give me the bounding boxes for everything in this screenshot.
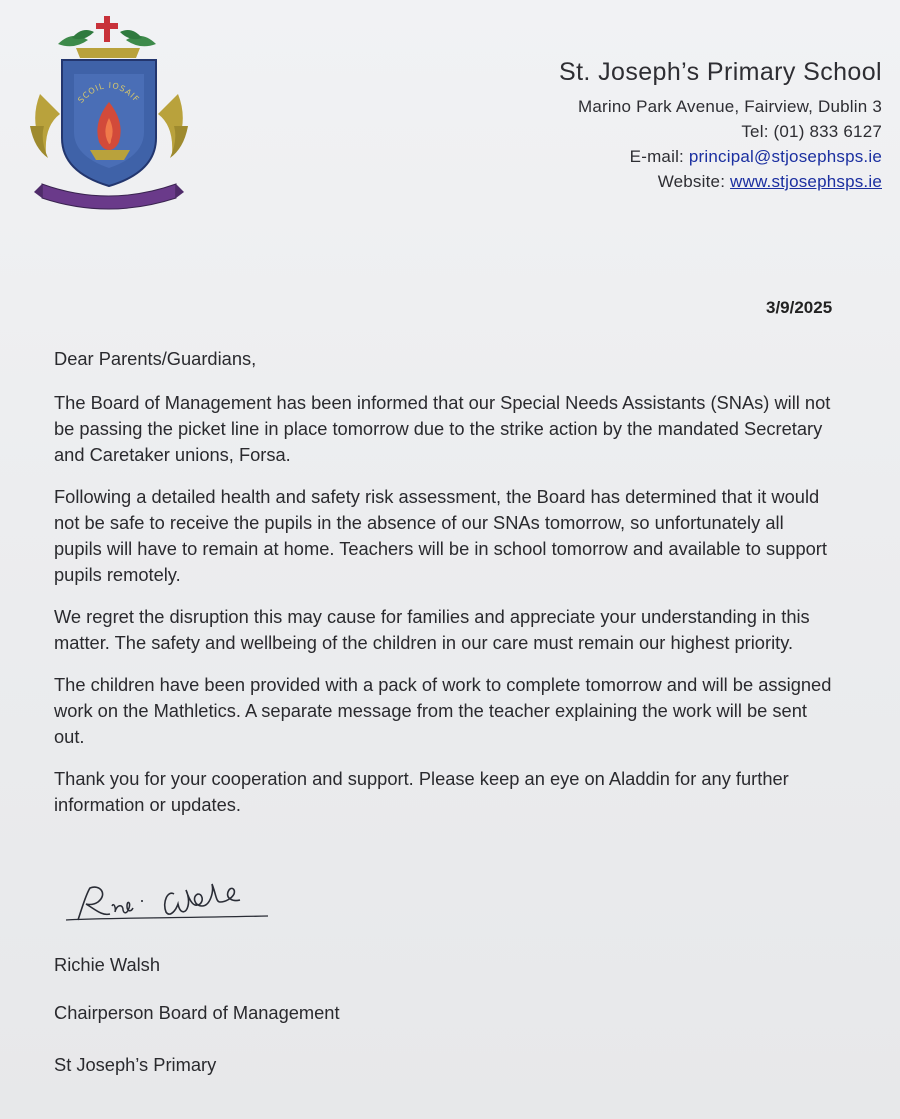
handwritten-signature: [56, 880, 276, 928]
paragraph-line: not be safe to receive the pupils in the absence of our SNAs tomorrow, so unfortunately all: [54, 512, 784, 533]
paragraph-apology: [54, 604, 900, 656]
paragraph-line: The Board of Management has been informed that our Special Needs Assistants (SNAs) will not: [54, 392, 831, 413]
paragraph-line: matter. The safety and wellbeing of the children in our care must remain our highest priority.: [54, 632, 794, 653]
paragraph-line: information or updates.: [54, 794, 241, 815]
signatory-name: Richie Walsh: [54, 954, 160, 975]
paragraph-line: Following a detailed health and safety risk assessment, the Board has determined that it would: [54, 486, 820, 507]
email-label: E-mail:: [629, 147, 689, 166]
salutation: Dear Parents/Guardians,: [54, 348, 257, 369]
paragraph-line: pupils remotely.: [54, 564, 181, 585]
website-label: Website:: [657, 172, 731, 191]
school-email-row: [559, 144, 882, 169]
signatory-organisation: St Joseph’s Primary: [54, 1054, 217, 1075]
school-crest-logo: [18, 14, 200, 210]
school-name: St. Joseph’s Primary School: [559, 58, 882, 86]
paragraph-thanks: [54, 766, 900, 818]
paragraph-line: be passing the picket line in place tomorrow due to the strike action by the mandated Secretary: [54, 418, 823, 439]
paragraph-line: The children have been provided with a pack of work to complete tomorrow and will be assigned: [54, 674, 832, 695]
paragraph-risk-assessment: [54, 484, 900, 588]
school-address: Marino Park Avenue, Fairview, Dublin 3: [578, 97, 882, 116]
paragraph-line: Thank you for your cooperation and support. Please keep an eye on Aladdin for any further: [54, 768, 789, 789]
letter-body: [54, 346, 900, 834]
svg-text:SCOIL IOSAIF: SCOIL IOSAIF: [76, 80, 142, 105]
letterhead: [559, 58, 882, 194]
signatory-title: Chairperson Board of Management: [54, 1002, 340, 1023]
school-telephone: Tel: (01) 833 6127: [741, 122, 882, 141]
paragraph-line: We regret the disruption this may cause for families and appreciate your understanding in this: [54, 606, 810, 627]
paragraph-line: out.: [54, 726, 85, 747]
paragraph-sna-strike: [54, 390, 900, 468]
letter-date: 3/9/2025: [766, 298, 833, 317]
paragraph-line: and Caretaker unions, Forsa.: [54, 444, 291, 465]
school-website-row: [559, 169, 882, 194]
paragraph-work-pack: [54, 672, 900, 750]
paragraph-line: pupils will have to remain at home. Teachers will be in school tomorrow and available to support: [54, 538, 827, 559]
website-link[interactable]: www.stjosephsps.ie: [730, 172, 882, 191]
paragraph-line: work on the Mathletics. A separate message from the teacher explaining the work will be sent: [54, 700, 807, 721]
email-link[interactable]: principal@stjosephsps.ie: [688, 147, 882, 166]
